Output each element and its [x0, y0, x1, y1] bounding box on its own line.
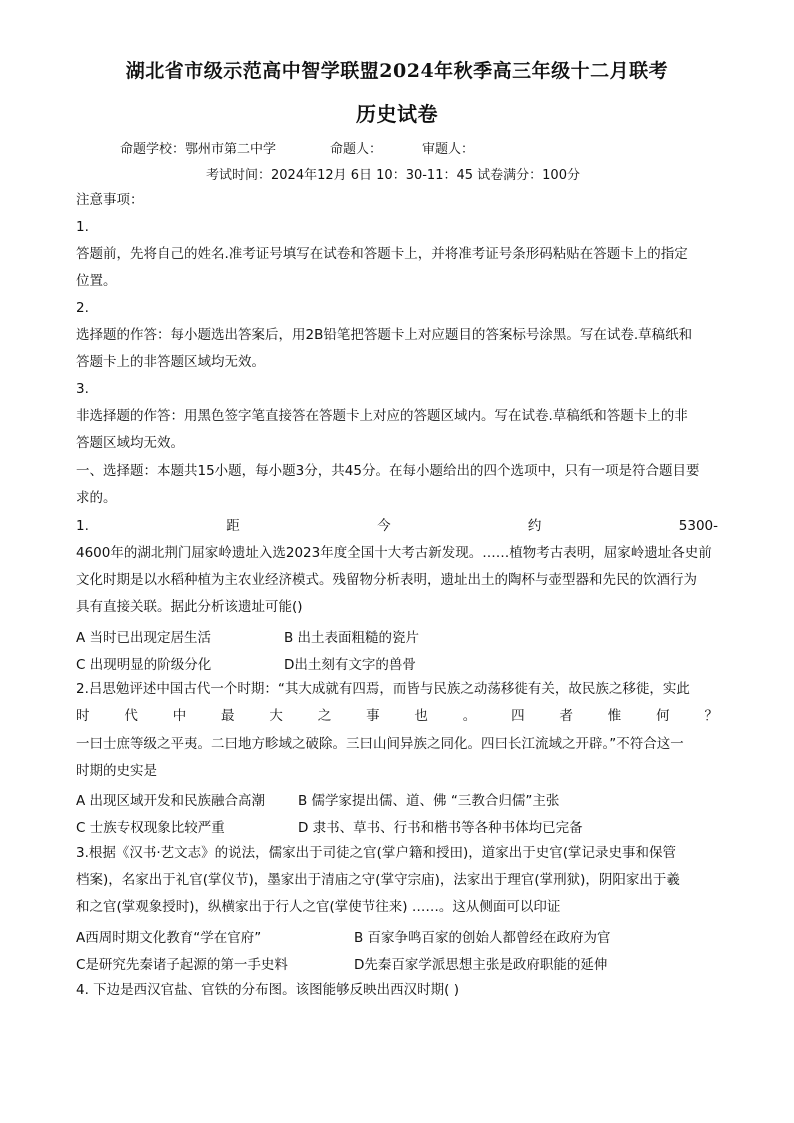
exam-info: 考试时间：2024年12月 6日 10：30-11：45 试卷满分：100分: [206, 168, 580, 183]
note-text: 答题卡上的非答题区域均无效。: [76, 354, 265, 370]
option-d: D 隶书、草书、行书和楷书等各种书体均已完备: [298, 820, 583, 836]
option-c: C 士族专权现象比较严重: [76, 820, 225, 836]
spread-token: 事: [366, 708, 380, 724]
question-text: 3.根据《汉书·艺文志》的说法，儒家出于司徒之官(掌户籍和授田)，道家出于史官(掌记录史事和保管: [76, 845, 676, 861]
note-number: 1.: [76, 219, 89, 235]
spread-token: 代: [124, 708, 138, 724]
exam-title: 湖北省市级示范高中智学联盟2024年秋季高三年级十二月联考: [125, 60, 669, 82]
exam-subject: 历史试卷: [356, 102, 438, 126]
option-c: C 出现明显的阶级分化: [76, 657, 212, 673]
question-2-spread-line: [76, 707, 718, 725]
spread-token: 。: [462, 708, 477, 724]
question-text: 文化时期是以水稻种植为主农业经济模式。残留物分析表明，遗址出土的陶杯与壶型器和先民的饮酒行为: [76, 572, 697, 588]
option-a: A 当时已出现定居生活: [76, 630, 212, 646]
question-text: 一曰士庶等级之平夷。二曰地方畛域之破除。三曰山间异族之同化。四曰长江流域之开辟。”不符合这一: [76, 736, 684, 752]
spread-token: 之: [317, 708, 332, 724]
spread-token: 者: [559, 708, 573, 724]
school-label: 命题学校：鄂州市第二中学: [120, 142, 277, 157]
note-text: 答题前，先将自己的姓名.准考证号填写在试卷和答题卡上，并将准考证号条形码粘贴在答题卡上的指定: [76, 246, 688, 262]
spread-token: 四: [511, 708, 525, 724]
option-a: A 出现区域开发和民族融合高潮: [76, 793, 266, 809]
section-heading: 求的。: [76, 490, 117, 506]
spread-token: ？: [704, 708, 718, 724]
option-c: C是研究先秦诸子起源的第一手史料: [76, 957, 288, 973]
spread-token: 今: [377, 518, 391, 534]
note-text: 位置。: [76, 273, 117, 289]
spread-token: 1.: [76, 518, 89, 534]
spread-token: 最: [221, 708, 235, 724]
reviewer-label: 审题人：: [422, 142, 475, 157]
notes-heading: 注意事项：: [76, 192, 144, 208]
question-1-spread-line: [76, 517, 718, 535]
option-d: D先秦百家学派思想主张是政府职能的延伸: [354, 957, 608, 973]
option-b: B 出土表面粗糙的瓷片: [284, 630, 420, 646]
note-number: 3.: [76, 381, 89, 397]
question-text: 2.吕思勉评述中国古代一个时期：“其大成就有四焉，而皆与民族之动荡移徙有关，故民族之移徙，实此: [76, 681, 690, 697]
spread-token: 也: [414, 708, 428, 724]
spread-token: 惟: [607, 708, 622, 724]
option-a: A西周时期文化教育“学在官府”: [76, 930, 262, 946]
note-number: 2.: [76, 300, 89, 316]
spread-token: 中: [172, 708, 187, 724]
question-text: 具有直接关联。据此分析该遗址可能(): [76, 599, 303, 615]
question-text: 时期的史实是: [76, 763, 157, 779]
question-text: 档案)，名家出于礼官(掌仪节)，墨家出于清庙之守(掌守宗庙)，法家出于理官(掌刑狱)，阴阳家出于羲: [76, 872, 680, 888]
option-b: B 百家争鸣百家的创始人都曾经在政府为官: [354, 930, 611, 946]
section-heading: 一、选择题：本题共15小题，每小题3分，共45分。在每小题给出的四个选项中，只有一项是符合题目要: [76, 463, 700, 479]
spread-token: 何: [656, 708, 670, 724]
spread-token: 大: [269, 708, 283, 724]
note-text: 答题区域均无效。: [76, 435, 184, 451]
question-text: 4. 下边是西汉官盐、官铁的分布图。该图能够反映出西汉时期( ): [76, 982, 459, 998]
option-d: D出土刻有文字的兽骨: [284, 657, 416, 673]
spread-token: 时: [76, 708, 90, 724]
spread-token: 距: [226, 518, 240, 534]
question-text: 和之官(掌观象授时)，纵横家出于行人之官(掌使节往来) ……。这从侧面可以印证: [76, 899, 561, 915]
spread-token: 约: [527, 518, 542, 534]
question-text: 4600年的湖北荆门屈家岭遗址入选2023年度全国十大考古新发现。……植物考古表明，屈家岭遗址各史前: [76, 545, 712, 561]
option-b: B 儒学家提出儒、道、佛 “三教合归儒”主张: [298, 793, 560, 809]
note-text: 选择题的作答：每小题选出答案后，用2B铅笔把答题卡上对应题目的答案标号涂黑。写在试卷.草稿纸和: [76, 327, 693, 343]
spread-token: 5300-: [678, 518, 718, 534]
note-text: 非选择题的作答：用黑色签字笔直接答在答题卡上对应的答题区域内。写在试卷.草稿纸和答题卡上的非: [76, 408, 688, 424]
setter-label: 命题人：: [330, 142, 383, 157]
